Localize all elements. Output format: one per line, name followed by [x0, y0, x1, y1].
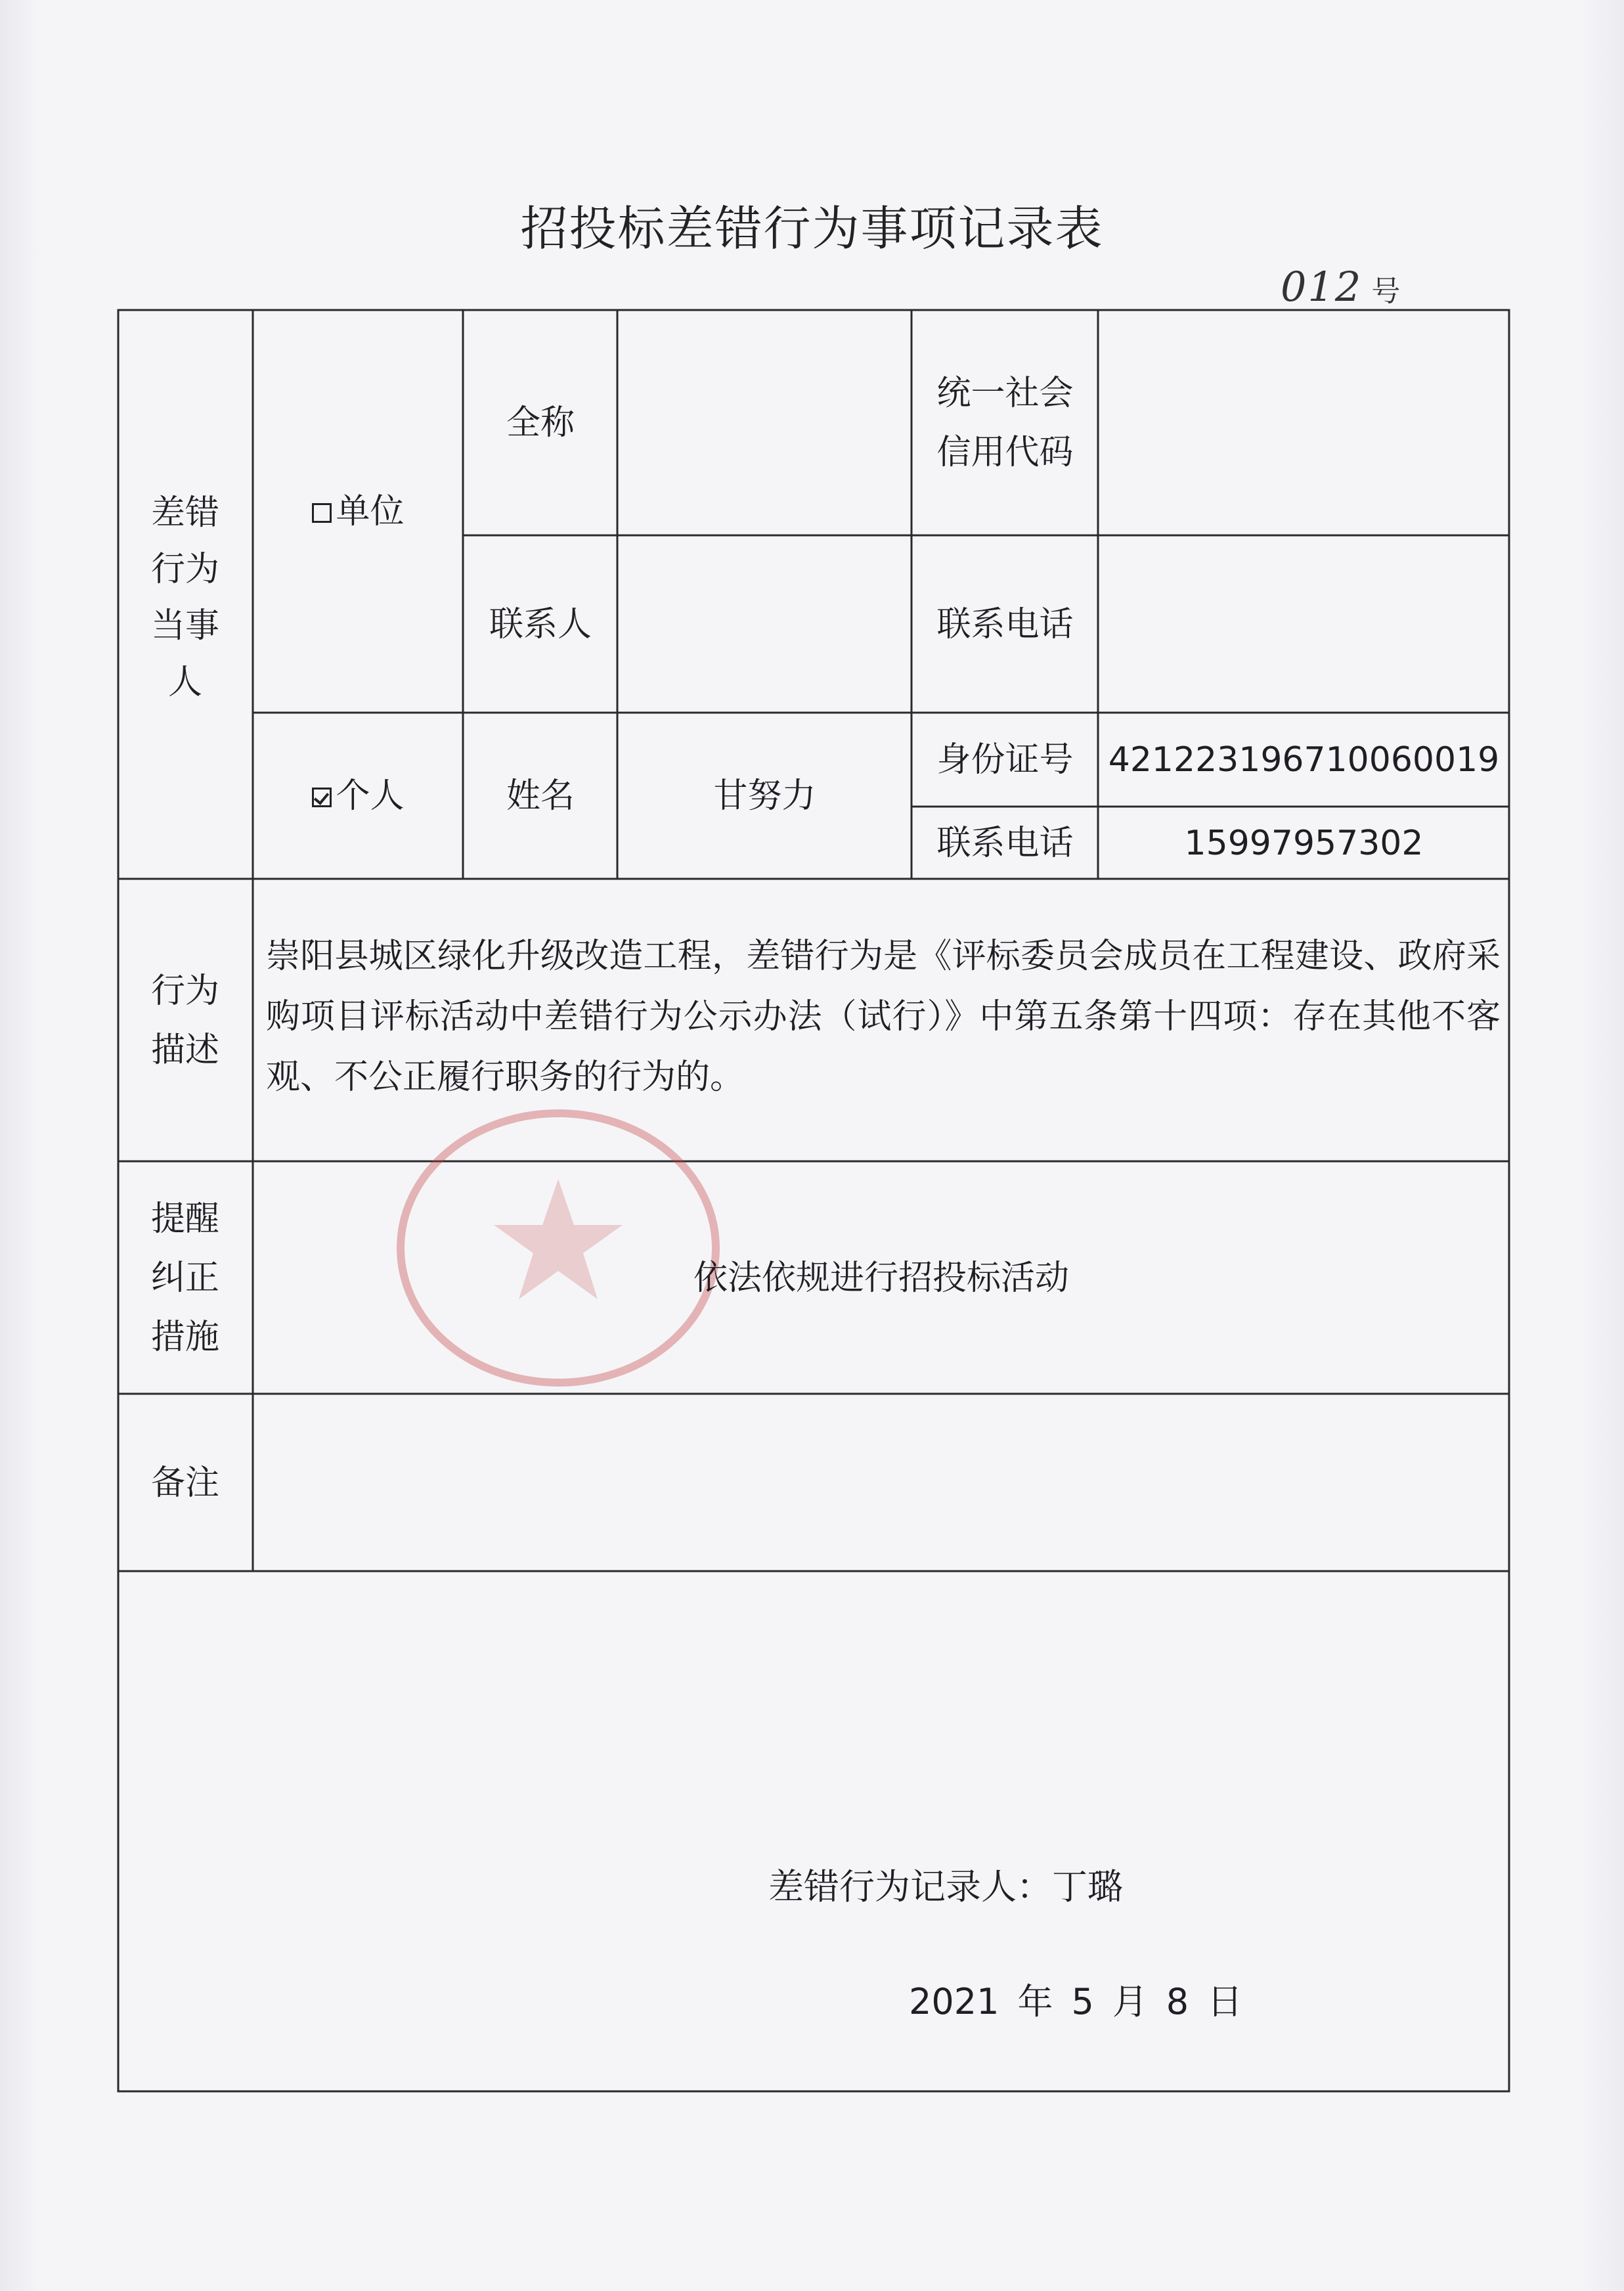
- date-year: 2021: [909, 1981, 999, 2022]
- name-label: 姓名: [506, 776, 575, 816]
- contact-person-value: [619, 537, 910, 711]
- person-option-label: 个人: [336, 776, 405, 816]
- id-value: 421223196710060019: [1108, 740, 1500, 780]
- document-number-suffix: 号: [1371, 275, 1401, 308]
- credit-code-value: [1100, 310, 1508, 535]
- remark-label: 备注: [150, 1463, 219, 1503]
- contact-person-label: 联系人: [489, 604, 592, 644]
- unit-checkbox[interactable]: [312, 503, 332, 523]
- document-number-handwritten: 012: [1281, 263, 1363, 311]
- date-day-unit: 日: [1207, 1981, 1243, 2022]
- unit-phone-label: 联系电话: [936, 604, 1074, 644]
- unit-option[interactable]: [255, 310, 462, 713]
- remark-value: [255, 1396, 1508, 1570]
- person-option[interactable]: [255, 715, 462, 878]
- remind-label: 提醒 纠正 措施: [150, 1199, 219, 1357]
- full-name-label: 全称: [506, 403, 575, 443]
- behavior-description: 崇阳县城区绿化升级改造工程，差错行为是《评标委员会成员在工程建设、政府采购项目评标活动中差错行为公示办法（试行）》中第五条第十四项：存在其他不客观、不公正履行职务的行为的。: [266, 937, 1501, 1097]
- recorder-signature: 差错行为记录人：丁璐: [768, 1866, 1123, 1907]
- id-label: 身份证号: [936, 740, 1074, 780]
- record-date: [900, 1974, 1252, 2024]
- full-name-value: [619, 310, 910, 535]
- unit-option-label: 单位: [336, 491, 405, 531]
- person-checkbox-checked[interactable]: [312, 788, 332, 807]
- person-phone-value: 15997957302: [1184, 823, 1424, 863]
- date-month-unit: 月: [1112, 1981, 1148, 2022]
- credit-code-label: 统一社会 信用代码: [936, 373, 1074, 472]
- name-value: 甘努力: [713, 776, 816, 816]
- date-year-unit: 年: [1017, 1981, 1053, 2022]
- unit-phone-value: [1100, 537, 1508, 711]
- date-month: 5: [1071, 1981, 1094, 2022]
- remind-text: 依法依规进行招投标活动: [693, 1258, 1069, 1298]
- document-title: 招投标差错行为事项记录表: [520, 201, 1104, 256]
- behavior-label: 行为 描述: [150, 971, 219, 1070]
- date-day: 8: [1166, 1981, 1189, 2022]
- person-phone-label: 联系电话: [936, 823, 1074, 863]
- party-label: 差错 行为 当事 人: [150, 493, 219, 702]
